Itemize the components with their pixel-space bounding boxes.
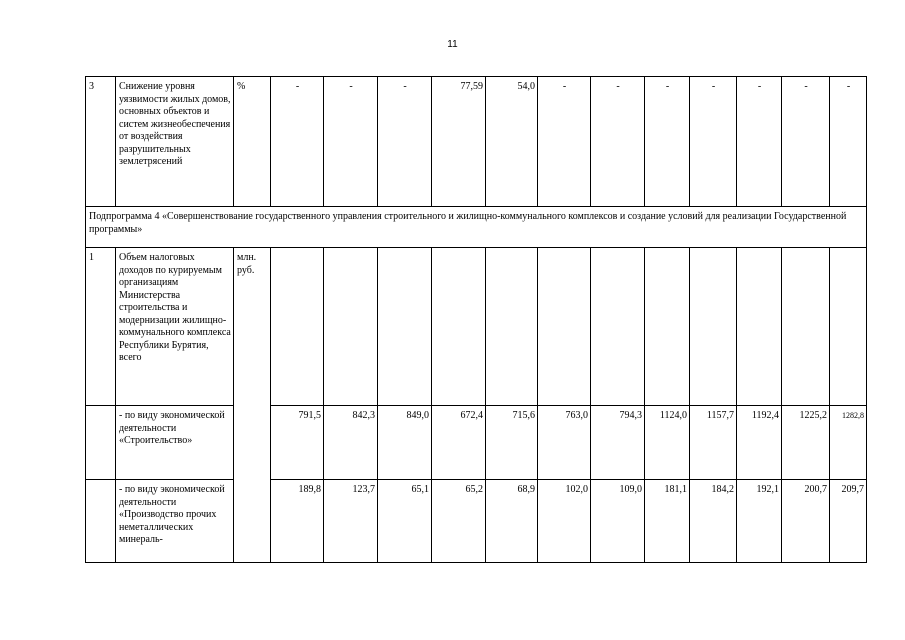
row-number: 3 xyxy=(86,77,116,207)
value-cell: - xyxy=(324,77,378,207)
row-number xyxy=(86,406,116,480)
value-cell: 109,0 xyxy=(591,480,645,563)
value-cell: 102,0 xyxy=(538,480,591,563)
value-cell: 1157,7 xyxy=(690,406,737,480)
value-cell: 123,7 xyxy=(324,480,378,563)
value-cell: - xyxy=(591,77,645,207)
unit-cell: % xyxy=(234,77,271,207)
value-cell xyxy=(591,248,645,406)
value-cell: - xyxy=(830,77,867,207)
table-row xyxy=(86,406,867,480)
indicator-name: Снижение уровня уязвимости жилых домов, основных объектов и систем жизнеобеспечения от воздействия разрушительных землетрясений xyxy=(116,77,234,207)
indicator-name: Объем налоговых доходов по курируемым организациям Министерства строительства и модернизации жилищно-коммунального комплекса Республики Бурятия, всего xyxy=(116,248,234,406)
value-cell: - xyxy=(538,77,591,207)
value-cell: - xyxy=(378,77,432,207)
value-cell: 200,7 xyxy=(782,480,830,563)
row-number: 1 xyxy=(86,248,116,406)
value-cell: 849,0 xyxy=(378,406,432,480)
value-cell: - xyxy=(271,77,324,207)
value-cell: 54,0 xyxy=(486,77,538,207)
value-cell: 65,1 xyxy=(378,480,432,563)
value-cell: - xyxy=(782,77,830,207)
value-cell xyxy=(324,248,378,406)
value-cell: - xyxy=(737,77,782,207)
value-cell: 842,3 xyxy=(324,406,378,480)
value-cell xyxy=(538,248,591,406)
table-row xyxy=(86,248,867,406)
subprogram-row xyxy=(86,207,867,248)
value-cell: 1124,0 xyxy=(645,406,690,480)
value-cell xyxy=(690,248,737,406)
value-cell xyxy=(782,248,830,406)
value-cell xyxy=(737,248,782,406)
value-cell xyxy=(486,248,538,406)
row-number xyxy=(86,480,116,563)
value-cell xyxy=(271,248,324,406)
table-row xyxy=(86,77,867,207)
value-cell: - xyxy=(690,77,737,207)
page-number: 11 xyxy=(447,39,458,50)
value-cell: 181,1 xyxy=(645,480,690,563)
value-cell: 192,1 xyxy=(737,480,782,563)
value-cell xyxy=(378,248,432,406)
sub-indicator-name: - по виду экономической деятельности «Производство прочих неметаллических минераль- xyxy=(116,480,234,563)
value-cell: 1282,8 xyxy=(830,406,867,480)
table-row xyxy=(86,480,867,563)
value-cell: 1225,2 xyxy=(782,406,830,480)
value-cell: 184,2 xyxy=(690,480,737,563)
value-cell: 1192,4 xyxy=(737,406,782,480)
value-cell: 77,59 xyxy=(432,77,486,207)
value-cell: 189,8 xyxy=(271,480,324,563)
value-cell: 794,3 xyxy=(591,406,645,480)
sub-indicator-name: - по виду экономической деятельности «Строительство» xyxy=(116,406,234,480)
value-cell: 791,5 xyxy=(271,406,324,480)
value-cell: 65,2 xyxy=(432,480,486,563)
value-cell: 68,9 xyxy=(486,480,538,563)
value-cell xyxy=(432,248,486,406)
indicators-table xyxy=(85,76,867,563)
value-cell xyxy=(645,248,690,406)
value-cell: 715,6 xyxy=(486,406,538,480)
subprogram-title: Подпрограмма 4 «Совершенствование государственного управления строительного и жилищно-коммунального комплексов и создание условий для реализации Государственной программы» xyxy=(86,207,867,248)
value-cell: - xyxy=(645,77,690,207)
value-cell xyxy=(830,248,867,406)
value-cell: 672,4 xyxy=(432,406,486,480)
unit-cell: млн. руб. xyxy=(234,248,271,563)
value-cell: 763,0 xyxy=(538,406,591,480)
value-cell: 209,7 xyxy=(830,480,867,563)
